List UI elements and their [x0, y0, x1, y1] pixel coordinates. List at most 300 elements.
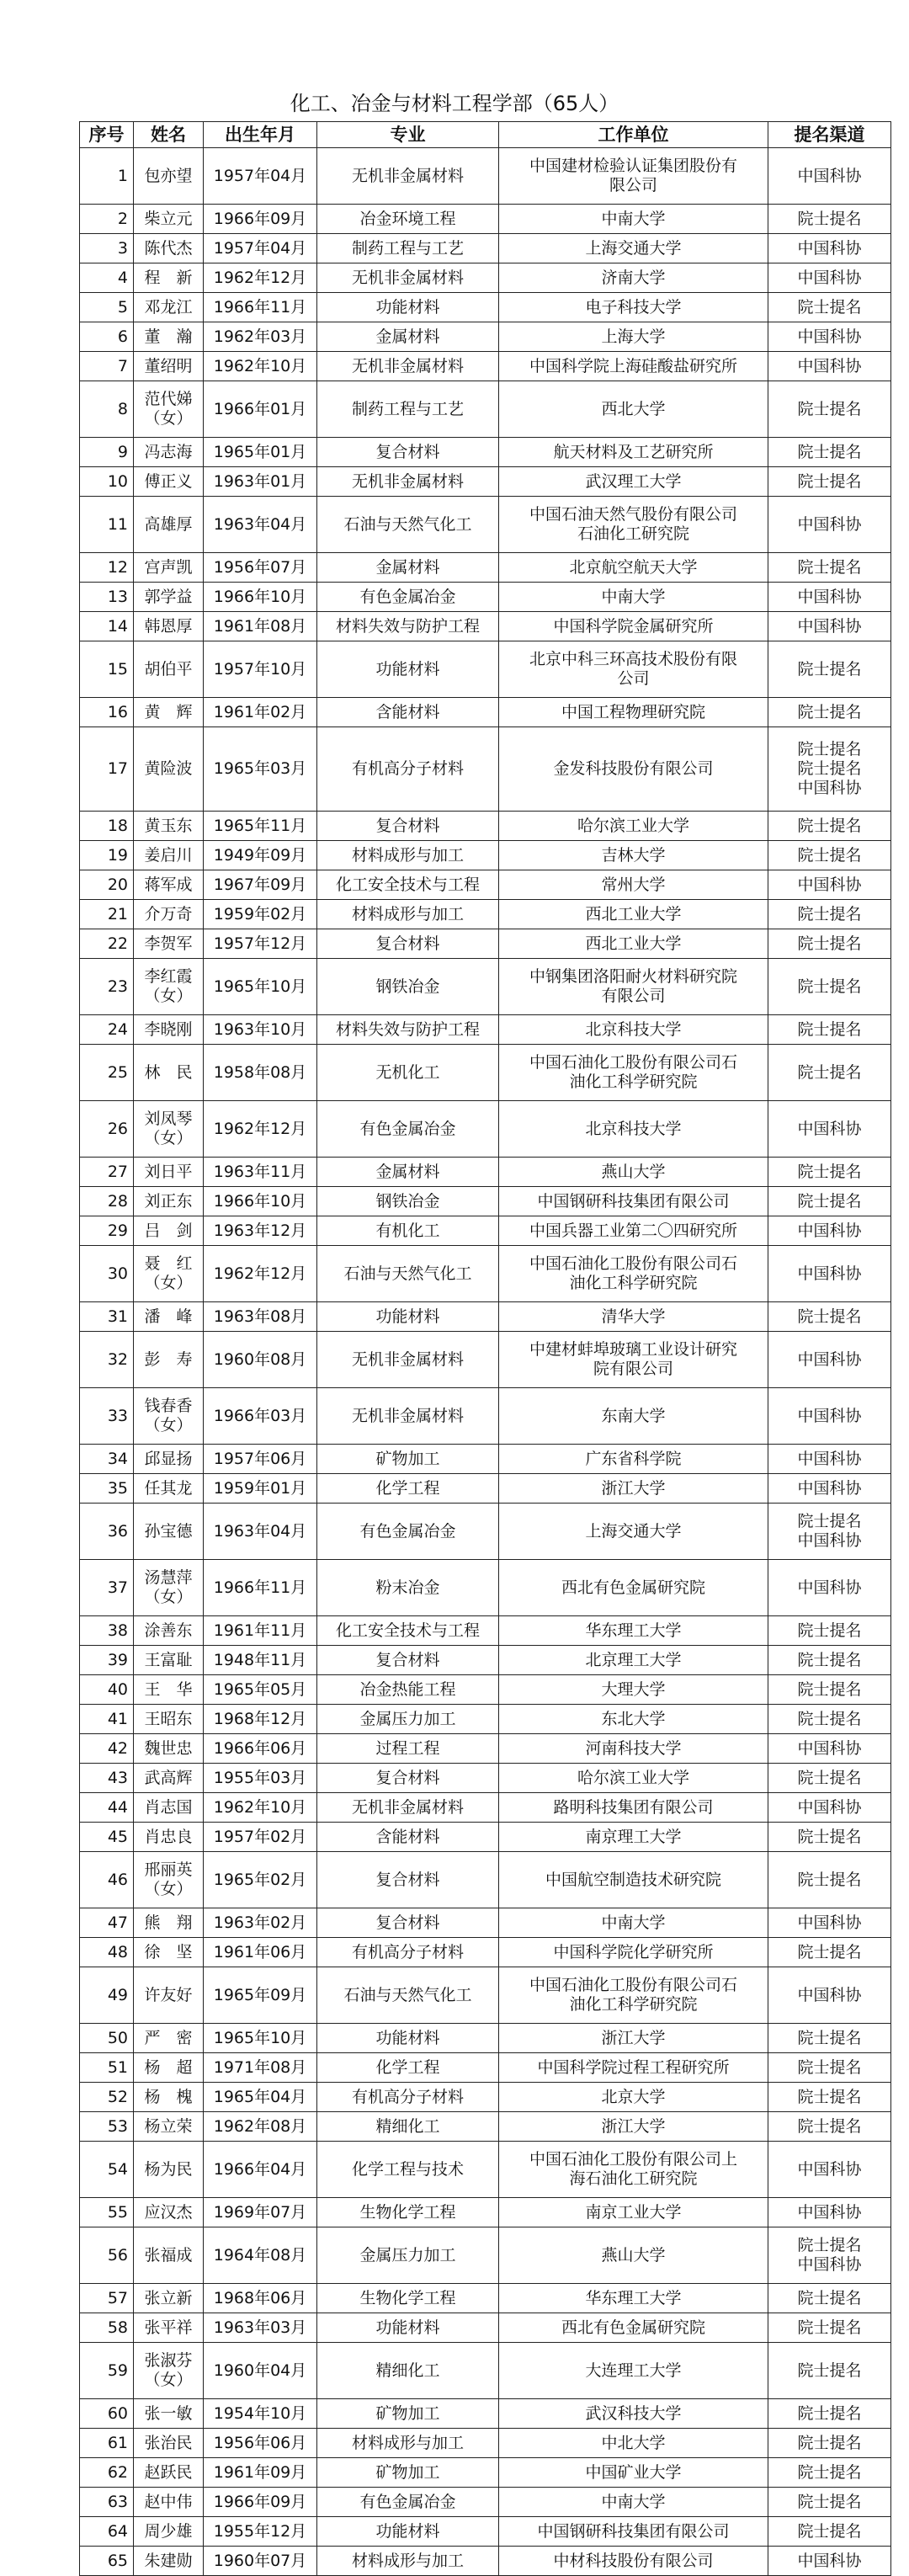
cell-name: [134, 2547, 204, 2576]
cell-index: 43: [80, 1764, 134, 1793]
cell-index: 1: [80, 148, 134, 205]
cell-name-line: （女）: [144, 1588, 193, 1606]
cell-major: 金属材料: [317, 553, 499, 583]
cell-name: [134, 2517, 204, 2547]
cell-name-line: 蒋军成: [144, 875, 193, 894]
cell-channel: [768, 148, 891, 205]
cell-name: [134, 1445, 204, 1474]
cell-name-line: 黄险波: [144, 759, 193, 778]
cell-channel: [768, 2517, 891, 2547]
cell-major: 石油与天然气化工: [317, 1967, 499, 2024]
cell-unit-line: 燕山大学: [601, 2245, 666, 2265]
cell-unit-line: 油化工科学研究院: [569, 1072, 698, 1091]
cell-index: 64: [80, 2517, 134, 2547]
cell-unit-line: 武汉理工大学: [585, 471, 682, 491]
cell-index: 13: [80, 583, 134, 612]
cell-unit: [499, 1015, 768, 1045]
cell-unit-line: 东北大学: [601, 1709, 666, 1728]
cell-name-line: 杨 槐: [144, 2087, 193, 2106]
cell-major: 材料失效与防护工程: [317, 1015, 499, 1045]
cell-name: [134, 1675, 204, 1705]
cell-unit: [499, 2284, 768, 2313]
cell-name: [134, 2488, 204, 2517]
cell-unit: [499, 2488, 768, 2517]
table-row: [80, 322, 891, 352]
table-row: [80, 1793, 891, 1823]
cell-unit: [499, 1823, 768, 1852]
cell-index: 62: [80, 2458, 134, 2488]
cell-name-line: 黄 辉: [144, 702, 193, 721]
cell-name: [134, 612, 204, 641]
cell-unit: [499, 812, 768, 841]
cell-unit-line: 有限公司: [601, 987, 666, 1005]
cell-channel-line: 中国科协: [797, 238, 862, 258]
cell-index: 31: [80, 1302, 134, 1332]
cell-channel: [768, 1187, 891, 1216]
cell-birth: 1962年08月: [204, 2112, 317, 2142]
cell-index: 53: [80, 2112, 134, 2142]
table-row: [80, 1852, 891, 1908]
table-row: [80, 2112, 891, 2142]
table-row: [80, 2488, 891, 2517]
cell-unit: [499, 2458, 768, 2488]
cell-name: [134, 1823, 204, 1852]
cell-birth: 1966年10月: [204, 583, 317, 612]
cell-channel-line: 中国科协: [797, 2551, 862, 2570]
cell-channel-line: 院士提名: [797, 1019, 862, 1039]
table-row: [80, 2142, 891, 2198]
cell-unit-line: 西北有色金属研究院: [561, 1578, 705, 1597]
table-row: [80, 2547, 891, 2576]
table-row: [80, 870, 891, 900]
cell-name-line: 董绍明: [144, 356, 193, 375]
cell-name: [134, 2112, 204, 2142]
header-index: 序号: [80, 122, 134, 148]
cell-birth: 1965年10月: [204, 959, 317, 1015]
cell-major: 有机高分子材料: [317, 2083, 499, 2112]
cell-index: 38: [80, 1616, 134, 1646]
cell-unit: [499, 2429, 768, 2458]
table-row: [80, 812, 891, 841]
cell-index: 57: [80, 2284, 134, 2313]
cell-unit-line: 中国石油化工股份有限公司上: [529, 2150, 737, 2169]
cell-unit: [499, 698, 768, 727]
cell-channel-line: 院士提名: [797, 1191, 862, 1211]
table-row: [80, 553, 891, 583]
cell-unit: [499, 1158, 768, 1187]
cell-unit: [499, 2343, 768, 2399]
cell-channel-line: 中国科协: [797, 2202, 862, 2222]
cell-unit-line: 哈尔滨工业大学: [577, 816, 689, 835]
cell-birth: 1964年08月: [204, 2227, 317, 2284]
table-row: [80, 1445, 891, 1474]
cell-unit-line: 石油化工研究院: [577, 524, 689, 543]
cell-unit: [499, 583, 768, 612]
cell-index: 19: [80, 841, 134, 870]
cell-channel-line: 院士提名: [797, 2492, 862, 2511]
cell-name: [134, 698, 204, 727]
cell-name-line: 黄玉东: [144, 816, 193, 835]
table-row: [80, 352, 891, 381]
cell-birth: 1965年11月: [204, 812, 317, 841]
cell-name-line: 周少雄: [144, 2521, 193, 2541]
cell-birth: 1960年08月: [204, 1332, 317, 1388]
cell-name-line: 赵中伟: [144, 2492, 193, 2511]
cell-channel-line: 院士提名: [797, 297, 862, 317]
cell-unit: [499, 352, 768, 381]
cell-channel: [768, 2458, 891, 2488]
header-major: 专业: [317, 122, 499, 148]
cell-index: 10: [80, 467, 134, 497]
cell-channel: [768, 1158, 891, 1187]
cell-major: 粉末冶金: [317, 1560, 499, 1616]
cell-unit: [499, 2399, 768, 2429]
cell-unit-line: 院有限公司: [593, 1360, 673, 1378]
cell-index: 34: [80, 1445, 134, 1474]
cell-major: 钢铁冶金: [317, 1187, 499, 1216]
cell-name: [134, 2399, 204, 2429]
cell-channel-line: 院士提名: [797, 1650, 862, 1669]
cell-index: 36: [80, 1504, 134, 1560]
cell-channel: [768, 1852, 891, 1908]
cell-index: 37: [80, 1560, 134, 1616]
cell-channel-line: 院士提名: [797, 1679, 862, 1699]
cell-unit-line: 东南大学: [601, 1406, 666, 1425]
cell-channel: [768, 1793, 891, 1823]
cell-major: 冶金热能工程: [317, 1675, 499, 1705]
cell-name: [134, 1216, 204, 1246]
cell-unit: [499, 553, 768, 583]
cell-name-line: 程 新: [144, 268, 193, 287]
cell-channel: [768, 1474, 891, 1504]
cell-birth: 1963年12月: [204, 1216, 317, 1246]
cell-major: 有机高分子材料: [317, 1938, 499, 1967]
cell-name-line: （女）: [144, 2371, 193, 2389]
cell-channel: [768, 698, 891, 727]
cell-major: 精细化工: [317, 2343, 499, 2399]
cell-birth: 1957年02月: [204, 1823, 317, 1852]
cell-unit-line: 北京理工大学: [585, 1650, 682, 1669]
cell-name: [134, 293, 204, 322]
cell-name: [134, 1045, 204, 1101]
cell-major: 有色金属冶金: [317, 2488, 499, 2517]
cell-channel-line: 中国科协: [797, 1406, 862, 1425]
table-row: [80, 2227, 891, 2284]
cell-unit: [499, 1246, 768, 1302]
cell-name-line: 王 华: [144, 1679, 193, 1699]
cell-unit: [499, 841, 768, 870]
cell-unit-line: 中国航空制造技术研究院: [545, 1870, 721, 1889]
cell-name-line: 杨 超: [144, 2057, 193, 2077]
cell-unit: [499, 870, 768, 900]
cell-channel: [768, 438, 891, 467]
cell-birth: 1948年11月: [204, 1646, 317, 1675]
cell-major: 材料成形与加工: [317, 2547, 499, 2576]
cell-index: 47: [80, 1908, 134, 1938]
cell-name-line: 杨立荣: [144, 2116, 193, 2136]
cell-unit: [499, 1332, 768, 1388]
table-row: [80, 2313, 891, 2343]
cell-birth: 1966年04月: [204, 2142, 317, 2198]
cell-channel: [768, 2053, 891, 2083]
cell-name-line: 刘正东: [144, 1191, 193, 1211]
cell-birth: 1963年08月: [204, 1302, 317, 1332]
cell-channel: [768, 583, 891, 612]
cell-unit-line: 中南大学: [601, 587, 666, 606]
cell-channel-line: 中国科协: [797, 1221, 862, 1240]
cell-major: 功能材料: [317, 641, 499, 698]
cell-channel-line: 院士提名: [797, 1709, 862, 1728]
cell-channel-line: 院士提名: [797, 209, 862, 228]
cell-major: 化工安全技术与工程: [317, 1616, 499, 1646]
table-row: [80, 2053, 891, 2083]
cell-name-line: （女）: [144, 1416, 193, 1434]
cell-channel: [768, 612, 891, 641]
cell-birth: 1965年02月: [204, 1852, 317, 1908]
cell-name-line: 宫声凯: [144, 557, 193, 577]
cell-unit: [499, 1938, 768, 1967]
cell-birth: 1959年02月: [204, 900, 317, 929]
cell-name-line: 郭学益: [144, 587, 193, 606]
cell-channel: [768, 2547, 891, 2576]
cell-birth: 1957年12月: [204, 929, 317, 959]
cell-name-line: 傅正义: [144, 471, 193, 491]
cell-name: [134, 1504, 204, 1560]
cell-unit: [499, 1216, 768, 1246]
cell-birth: 1960年04月: [204, 2343, 317, 2399]
cell-channel: [768, 841, 891, 870]
cell-channel-line: 院士提名: [797, 1162, 862, 1181]
cell-channel: [768, 1938, 891, 1967]
table-row: [80, 929, 891, 959]
cell-major: 复合材料: [317, 929, 499, 959]
cell-name-line: （女）: [144, 1880, 193, 1898]
cell-birth: 1963年01月: [204, 467, 317, 497]
table-row: [80, 1216, 891, 1246]
cell-channel: [768, 2024, 891, 2053]
cell-channel: [768, 1246, 891, 1302]
cell-birth: 1971年08月: [204, 2053, 317, 2083]
cell-unit: [499, 1560, 768, 1616]
table-row: [80, 1388, 891, 1445]
cell-unit: [499, 2083, 768, 2112]
cell-channel-line: 院士提名: [797, 816, 862, 835]
cell-birth: 1959年01月: [204, 1474, 317, 1504]
cell-index: 61: [80, 2429, 134, 2458]
cell-major: 材料成形与加工: [317, 900, 499, 929]
cell-channel: [768, 900, 891, 929]
cell-name-line: 包亦望: [144, 166, 193, 185]
cell-name: [134, 205, 204, 234]
cell-channel: [768, 1616, 891, 1646]
cell-unit: [499, 2547, 768, 2576]
cell-name-line: 孙宝德: [144, 1521, 193, 1541]
cell-index: 56: [80, 2227, 134, 2284]
table-row: [80, 1823, 891, 1852]
cell-unit-line: 中国石油天然气股份有限公司: [529, 505, 737, 524]
cell-birth: 1966年11月: [204, 293, 317, 322]
cell-channel: [768, 727, 891, 812]
cell-major: 复合材料: [317, 1764, 499, 1793]
cell-name: [134, 2083, 204, 2112]
cell-name: [134, 959, 204, 1015]
cell-birth: 1962年10月: [204, 352, 317, 381]
cell-unit: [499, 1616, 768, 1646]
cell-major: 材料失效与防护工程: [317, 612, 499, 641]
cell-name: [134, 1793, 204, 1823]
cell-unit-line: 中国钢研科技集团有限公司: [537, 2521, 730, 2541]
cell-name-line: 刘日平: [144, 1162, 193, 1181]
cell-channel: [768, 2227, 891, 2284]
cell-major: 无机非金属材料: [317, 1793, 499, 1823]
cell-unit: [499, 641, 768, 698]
cell-name-line: 邢丽英: [144, 1860, 193, 1879]
cell-channel: [768, 1445, 891, 1474]
cell-name: [134, 1705, 204, 1734]
cell-index: 32: [80, 1332, 134, 1388]
cell-major: 复合材料: [317, 438, 499, 467]
table-row: [80, 1187, 891, 1216]
table-row: [80, 2024, 891, 2053]
cell-channel: [768, 959, 891, 1015]
table-header-row: [80, 122, 891, 148]
cell-unit-line: 华东理工大学: [585, 1621, 682, 1640]
cell-major: 制药工程与工艺: [317, 234, 499, 263]
cell-unit: [499, 1852, 768, 1908]
cell-index: 49: [80, 1967, 134, 2024]
cell-name: [134, 322, 204, 352]
cell-index: 18: [80, 812, 134, 841]
table-row: [80, 612, 891, 641]
cell-channel-line: 中国科协: [797, 166, 862, 185]
cell-index: 4: [80, 263, 134, 293]
table-row: [80, 727, 891, 812]
cell-unit: [499, 1302, 768, 1332]
cell-channel-line: 院士提名: [797, 1512, 862, 1530]
cell-channel-line: 中国科协: [797, 779, 862, 797]
cell-birth: 1957年06月: [204, 1445, 317, 1474]
cell-unit: [499, 612, 768, 641]
cell-name: [134, 234, 204, 263]
cell-birth: 1955年03月: [204, 1764, 317, 1793]
table-row: [80, 1045, 891, 1101]
cell-major: 制药工程与工艺: [317, 381, 499, 438]
cell-name-line: 介万奇: [144, 904, 193, 923]
cell-channel-line: 中国科协: [797, 1349, 862, 1369]
cell-name-line: 陈代杰: [144, 238, 193, 258]
table-row: [80, 1764, 891, 1793]
cell-channel: [768, 812, 891, 841]
cell-name-line: 王昭东: [144, 1709, 193, 1728]
cell-name: [134, 2227, 204, 2284]
cell-unit-line: 中国科学院金属研究所: [553, 616, 714, 636]
header-unit: 工作单位: [499, 122, 768, 148]
table-row: [80, 2429, 891, 2458]
cell-channel-line: 中国科协: [797, 1531, 862, 1550]
cell-name-line: 赵跃民: [144, 2462, 193, 2482]
cell-name-line: 刘凤琴: [144, 1110, 193, 1128]
cell-major: 功能材料: [317, 2517, 499, 2547]
cell-channel: [768, 205, 891, 234]
cell-birth: 1963年03月: [204, 2313, 317, 2343]
cell-name-line: 武高辉: [144, 1768, 193, 1787]
table-row: [80, 1101, 891, 1158]
cell-birth: 1963年04月: [204, 497, 317, 553]
cell-unit-line: 常州大学: [601, 875, 666, 894]
cell-name: [134, 1852, 204, 1908]
cell-channel: [768, 1675, 891, 1705]
table-row: [80, 959, 891, 1015]
cell-unit-line: 中南大学: [601, 2492, 666, 2511]
cell-name-line: 杨为民: [144, 2159, 193, 2179]
cell-name-line: 张立新: [144, 2288, 193, 2307]
cell-name: [134, 1246, 204, 1302]
cell-major: 金属压力加工: [317, 2227, 499, 2284]
table-row: [80, 2083, 891, 2112]
cell-index: 65: [80, 2547, 134, 2576]
cell-major: 有机化工: [317, 1216, 499, 1246]
cell-name: [134, 1332, 204, 1388]
cell-unit-line: 清华大学: [601, 1307, 666, 1326]
cell-name-line: 李贺军: [144, 934, 193, 953]
cell-channel: [768, 1504, 891, 1560]
cell-index: 25: [80, 1045, 134, 1101]
cell-unit-line: 西北工业大学: [585, 904, 682, 923]
cell-channel-line: 中国科协: [797, 268, 862, 287]
cell-channel-line: 院士提名: [797, 759, 862, 778]
cell-name-line: 应汉杰: [144, 2202, 193, 2222]
cell-channel: [768, 1967, 891, 2024]
cell-name-line: 林 民: [144, 1062, 193, 1082]
cell-name-line: 徐 坚: [144, 1942, 193, 1961]
cell-index: 16: [80, 698, 134, 727]
cell-birth: 1963年11月: [204, 1158, 317, 1187]
table-row: [80, 234, 891, 263]
cell-index: 24: [80, 1015, 134, 1045]
cell-name-line: 潘 峰: [144, 1307, 193, 1326]
cell-channel-line: 院士提名: [797, 442, 862, 461]
cell-birth: 1956年07月: [204, 553, 317, 583]
cell-channel-line: 院士提名: [797, 2318, 862, 2337]
cell-birth: 1966年11月: [204, 1560, 317, 1616]
cell-name-line: 胡伯平: [144, 659, 193, 679]
cell-unit: [499, 293, 768, 322]
cell-name-line: （女）: [144, 1274, 193, 1292]
cell-birth: 1965年01月: [204, 438, 317, 467]
cell-name: [134, 2284, 204, 2313]
cell-channel: [768, 263, 891, 293]
cell-channel-line: 院士提名: [797, 934, 862, 953]
cell-name-line: （女）: [144, 409, 193, 428]
cell-channel-line: 中国科协: [797, 587, 862, 606]
cell-channel: [768, 1764, 891, 1793]
cell-major: 无机非金属材料: [317, 263, 499, 293]
cell-channel-line: 院士提名: [797, 1307, 862, 1326]
cell-index: 28: [80, 1187, 134, 1216]
cell-major: 功能材料: [317, 1302, 499, 1332]
cell-channel-line: 中国科协: [797, 2255, 862, 2274]
cell-name: [134, 870, 204, 900]
cell-name: [134, 1015, 204, 1045]
cell-name: [134, 1187, 204, 1216]
cell-channel: [768, 1332, 891, 1388]
cell-unit: [499, 467, 768, 497]
cell-channel: [768, 2284, 891, 2313]
cell-unit-line: 北京大学: [601, 2087, 666, 2106]
cell-unit-line: 燕山大学: [601, 1162, 666, 1181]
cell-channel: [768, 2112, 891, 2142]
cell-unit: [499, 1734, 768, 1764]
